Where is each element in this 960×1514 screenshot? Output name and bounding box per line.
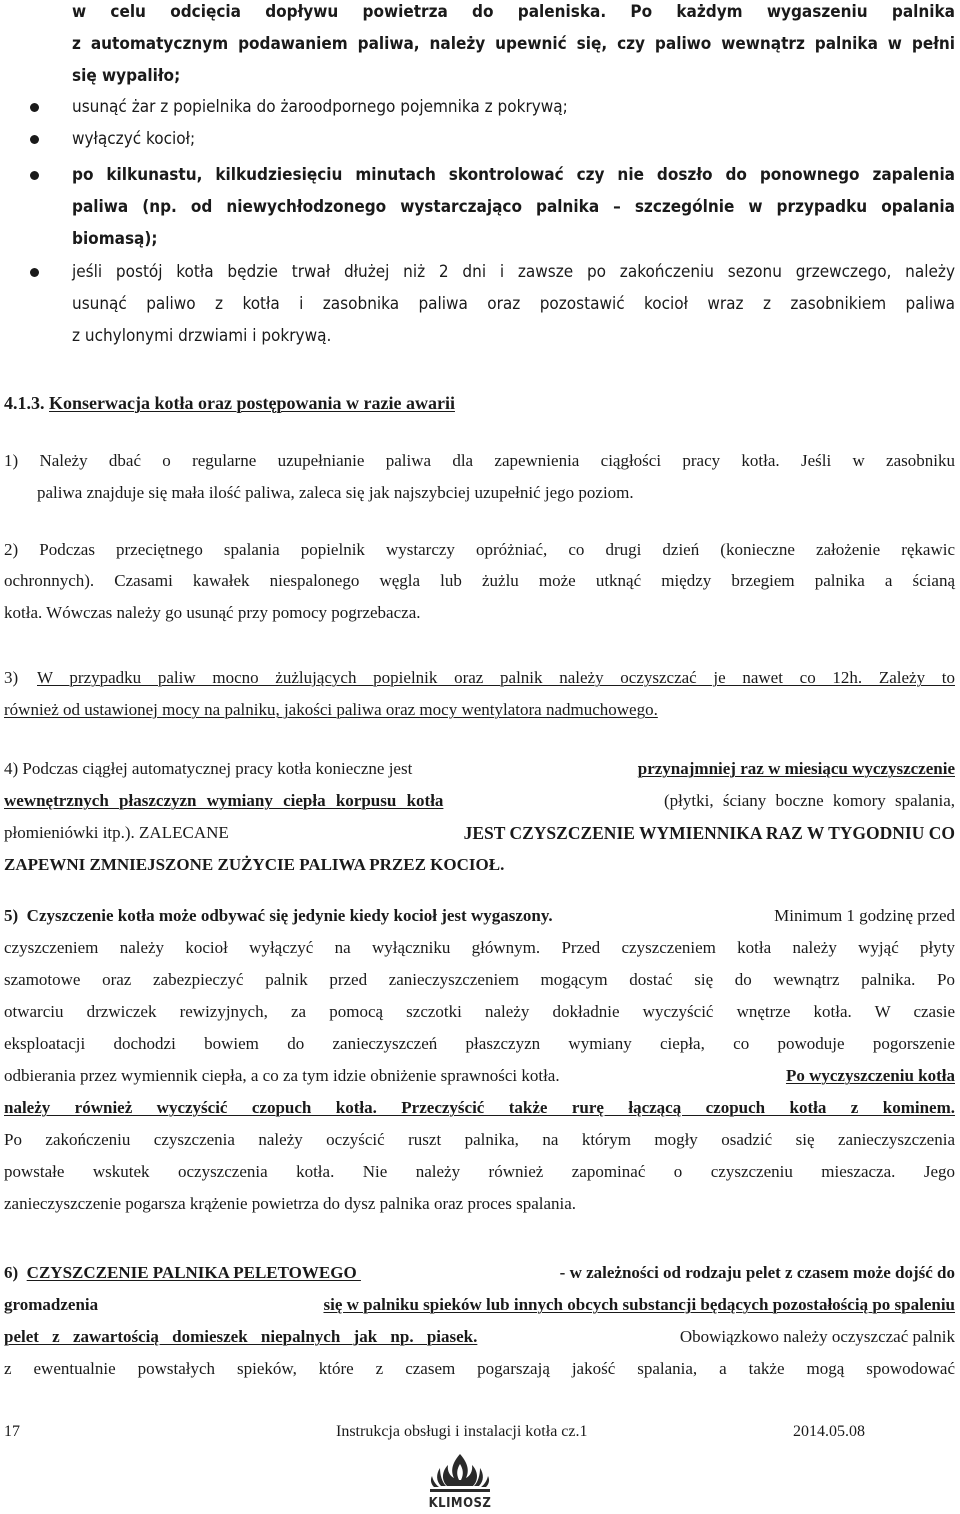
p4-line-1-b: przynajmniej raz w miesiącu wyczyszczenie (637, 759, 955, 778)
p4-line-1-a: 4) Podczas ciągłej automatycznej pracy kotła konieczne jest (4, 759, 417, 778)
p5-line-1-b: Minimum 1 godzinę przed (769, 906, 955, 925)
p6-line-2-b: się w palniku spieków lub innych obcych substancji będących pozostałością po spaleniu (323, 1295, 955, 1314)
p4-line-3-a: płomieniówki itp.). ZALECANE (4, 823, 234, 842)
section-heading (4, 393, 455, 413)
brand-logo (420, 1452, 500, 1514)
p4-line-2 (4, 791, 955, 811)
p5-line-9: powstałe wskutek oczyszczenia kotła. Nie należy również zapominać o czyszczeniu mieszacza. Jego (4, 1162, 955, 1181)
footer-title: Instrukcja obsługi i instalacji kotła cz.1 (336, 1423, 588, 1440)
p6-heading: CZYSZCZENIE PALNIKA PELETOWEGO (26, 1263, 361, 1282)
intro-line-1: w celu odcięcia dopływu powietrza do paleniska. Po każdym wygaszeniu palnika (72, 2, 955, 22)
p6-line-2 (4, 1295, 955, 1315)
p5-line-8: Po zakończeniu czyszczenia należy oczyścić ruszt palnika, na którym mogły osadzić się zanieczyszczenia (4, 1130, 955, 1149)
p5-line-1 (4, 906, 955, 926)
p4-line-3-b: JEST CZYSZCZENIE WYMIENNIKA RAZ W TYGODNIU CO (463, 823, 955, 843)
p4-line-2-b: (płytki, ściany boczne komory spalania, (664, 791, 955, 810)
section-title: Konserwacja kotła oraz postępowania w razie awarii (49, 393, 455, 413)
footer-date: 2014.05.08 (793, 1423, 865, 1440)
p2-line-1: 2) Podczas przeciętnego spalania popielnik wystarczy opróżniać, co drugi dzień (konieczne założenie rękawic (4, 540, 955, 559)
p1-line-1: 1) Należy dbać o regularne uzupełnianie paliwa dla zapewnienia ciągłości pracy kotła. Jeśli w zasobniku (4, 451, 955, 470)
p6-line-2-a: gromadzenia (4, 1295, 103, 1314)
p5-line-5: eksploatacji dochodzi bowiem do zanieczyszczeń płaszczyzn wymiany ciepła, co powoduje pogorszenie (4, 1034, 955, 1053)
p3-line-1: W przypadku paliw mocno żużlujących popielnik oraz palnik należy oczyszczać je nawet co 12h. Zależy to (37, 668, 955, 687)
bullet-dot (30, 268, 39, 277)
p4-line-3 (4, 823, 955, 843)
p5-line-3: szamotowe oraz zabezpieczyć palnik przed zanieczyszczeniem mogącym dostać się do wewnątrz palnika. Po (4, 970, 955, 989)
flame-logo-icon (420, 1452, 500, 1498)
p6-line-1-start (4, 1263, 361, 1283)
p1-line-2: paliwa znajduje się mała ilość paliwa, zaleca się jak najszybciej uzupełnić jego poziom. (37, 483, 634, 502)
p5-line-10: zanieczyszczenie pogarsza krążenie powietrza do dysz palnika oraz proces spalania. (4, 1194, 577, 1213)
p5-line-1-a: 5) Czyszczenie kotła może odbywać się jedynie kiedy kocioł jest wygaszony. (4, 906, 553, 925)
bullet-dot (30, 171, 39, 180)
p5-line-2: czyszczeniem należy kocioł wyłączyć na wyłączniku głównym. Przed czyszczeniem kotła należy wyjąć płyty (4, 938, 955, 957)
p6-line-4: z ewentualnie powstałych spieków, które z czasem pogarszają jakość spalania, a także mogą spowodować (4, 1359, 955, 1378)
section-number: 4.1.3. (4, 393, 45, 413)
p2-line-2: ochronnych). Czasami kawałek niespalonego węgla lub żużlu może utknąć między brzegiem palnika a ścianą (4, 571, 955, 590)
intro-line-3: się wypaliło; (72, 66, 181, 86)
bullet-3-line-3: biomasą); (72, 229, 158, 249)
p5-line-6-b: Po wyczyszczeniu kotła (785, 1066, 955, 1085)
logo-wordmark: KLIMOSZ (428, 1496, 492, 1511)
bullet-1-text: usunąć żar z popielnika do żaroodpornego pojemnika z pokrywą; (72, 97, 568, 117)
p4-line-4: ZAPEWNI ZMNIEJSZONE ZUŻYCIE PALIWA PRZEZ KOCIOŁ. (4, 855, 505, 874)
bullet-3-line-1: po kilkunastu, kilkudziesięciu minutach skontrolować czy nie doszło do ponownego zapalenia (72, 165, 955, 185)
p4-line-1 (4, 759, 955, 779)
bullet-dot (30, 103, 39, 112)
p5-line-4: otwarciu drzwiczek rewizyjnych, za pomocą szczotki należy dokładnie wyczyścić wnętrze kotła. W czasie (4, 1002, 955, 1021)
p6-line-3-a: pelet z zawartością domieszek niepalnych jak np. piasek. (4, 1327, 478, 1346)
p2-line-3: kotła. Wówczas należy go usunąć przy pomocy pogrzebacza. (4, 603, 421, 622)
p6-line-3-b: Obowiązkowo należy oczyszczać palnik (675, 1327, 955, 1346)
p5-line-6-a: odbierania przez wymiennik ciepła, a co za tym idzie obniżenie sprawności kotła. (4, 1066, 564, 1085)
p6-line-1-b: - w zależności od rodzaju pelet z czasem może dojść do (559, 1263, 955, 1282)
bullet-4-line-1: jeśli postój kotła będzie trwał dłużej niż 2 dni i zawsze po zakończeniu sezonu grzewczego, należy (72, 262, 955, 282)
bullet-4-line-3: z uchylonymi drzwiami i pokrywą. (72, 326, 332, 346)
bullet-2-text: wyłączyć kocioł; (72, 129, 196, 149)
p3-line-2: również od ustawionej mocy na palniku, jakości paliwa oraz mocy wentylatora nadmuchowego. (4, 700, 658, 719)
p4-line-2-a: wewnętrznych płaszczyzn wymiany ciepła korpusu kotła (4, 791, 444, 810)
footer-page-number: 17 (4, 1423, 20, 1440)
intro-line-2: z automatycznym podawaniem paliwa, należy upewnić się, czy paliwo wewnątrz palnika w pełni (72, 34, 955, 54)
p5-line-6 (4, 1066, 955, 1086)
bullet-3-line-2: paliwa (np. od niewychłodzonego wystarczająco palnika – szczególnie w przypadku opalania (72, 197, 955, 217)
bullet-dot (30, 135, 39, 144)
p6-line-3 (4, 1327, 955, 1347)
p6-line-1 (4, 1263, 955, 1283)
p3-number: 3) (4, 668, 19, 687)
p5-line-7: należy również wyczyścić czopuch kotła. Przeczyścić także rurę łączącą czopuch kotła z kominem. (4, 1098, 955, 1117)
bullet-4-line-2: usunąć paliwo z kotła i zasobnika paliwa oraz pozostawić kocioł wraz z zasobnikiem paliwa (72, 294, 955, 314)
p6-number: 6) (4, 1263, 27, 1282)
